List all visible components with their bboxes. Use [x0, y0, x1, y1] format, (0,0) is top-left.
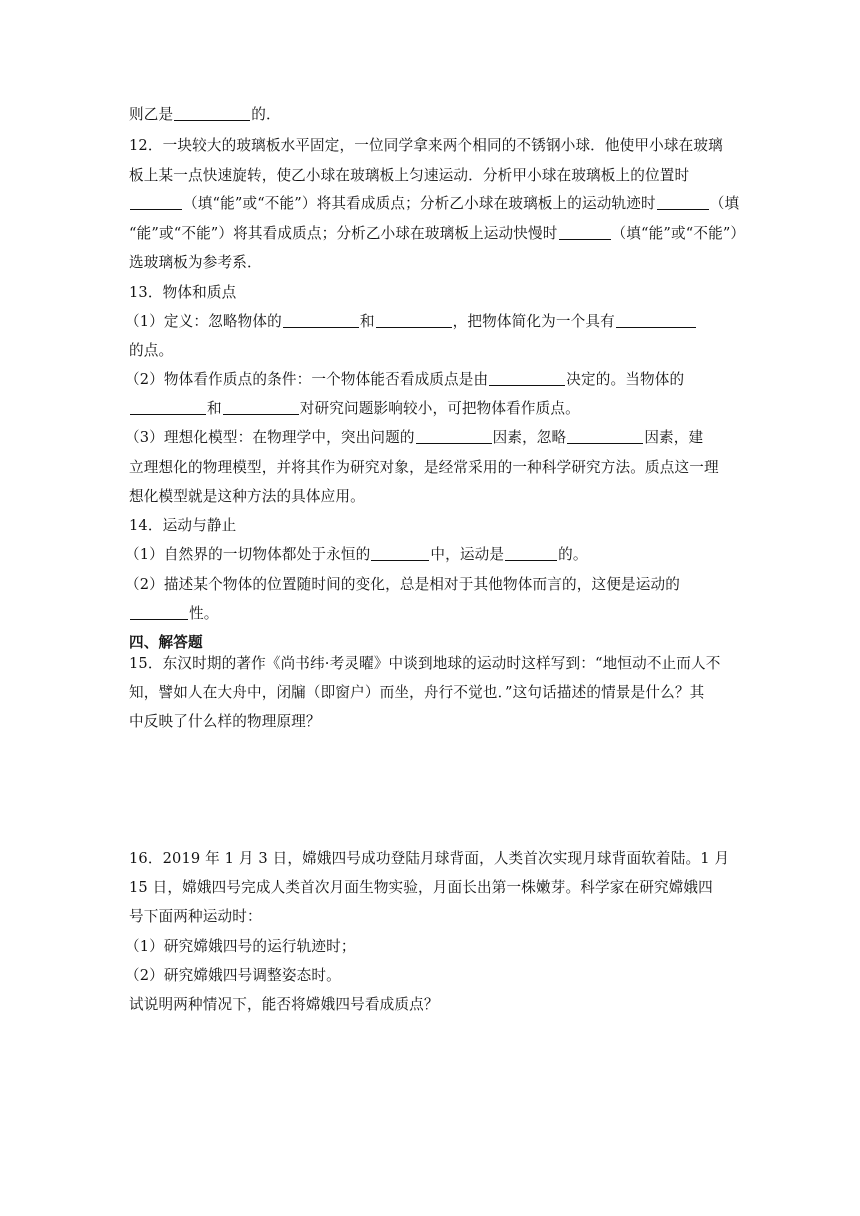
- answer-blank[interactable]: [130, 195, 182, 210]
- q15-line-1: 15．东汉时期的著作《尚书纬·考灵曜》中谈到地球的运动时这样写到：“地恒动不止而人不: [129, 655, 721, 672]
- q15-line-2: 知，譬如人在大舟中，闭牖（即窗户）而坐，舟行不觉也．”这句话描述的情景是什么？其: [129, 684, 705, 701]
- answer-blank[interactable]: [505, 546, 557, 561]
- q16-line-2: 15 日，嫦娥四号完成人类首次月面生物实验，月面长出第一株嫩芽。科学家在研究嫦娥四: [129, 879, 713, 896]
- q13-part-3-cont-2: 想化模型就是这种方法的具体应用。: [129, 488, 365, 505]
- answer-blank[interactable]: [376, 313, 452, 328]
- q12-line-5: 选玻璃板为参考系．: [129, 254, 262, 271]
- q12-line-1: 12．一块较大的玻璃板水平固定，一位同学拿来两个相同的不锈钢小球．他使甲小球在玻璃: [129, 137, 723, 154]
- q16-part-2: （2）研究嫦娥四号调整姿态时。: [125, 967, 341, 984]
- answer-blank[interactable]: [567, 429, 643, 444]
- q14-part-2-cont: 性。: [129, 604, 219, 624]
- q13-part-3: （3）理想化模型：在物理学中，突出问题的 因素，忽略 因素，建: [125, 429, 704, 446]
- q16-part-1: （1）研究嫦娥四号的运行轨迹时；: [125, 938, 356, 955]
- answer-blank[interactable]: [616, 313, 696, 328]
- q12-line-2: 板上某一点快速旋转，使乙小球在玻璃板上匀速运动．分析甲小球在玻璃板上的位置时: [129, 167, 690, 184]
- answer-blank[interactable]: [174, 106, 250, 121]
- q13-part-2: （2）物体看作质点的条件：一个物体能否看成质点是由 决定的。当物体的: [125, 371, 685, 388]
- q16-line-1: 16．2019 年 1 月 3 日，嫦娥四号成功登陆月球背面，人类首次实现月球背面软着陆。1 月: [129, 850, 730, 867]
- answer-blank[interactable]: [657, 195, 709, 210]
- q13-part-2-cont: 和 对研究问题影响较小，可把物体看作质点。: [129, 399, 580, 419]
- q15-line-3: 中反映了什么样的物理原理？: [129, 713, 321, 730]
- q13-part-3-cont-1: 立理想化的物理模型，并将其作为研究对象，是经常采用的一种科学研究方法。质点这一理: [129, 459, 719, 476]
- q12-line-4: “能”或“不能”）将其看成质点；分析乙小球在玻璃板上运动快慢时 （填“能”或“不能”）: [129, 225, 746, 242]
- q12-line-3: （填“能”或“不能”）将其看成质点；分析乙小球在玻璃板上的运动轨迹时 （填: [129, 194, 739, 214]
- q14-part-1: （1）自然界的一切物体都处于永恒的 中，运动是 的。: [125, 546, 588, 563]
- q13-part-1-cont: 的点。: [129, 342, 174, 359]
- answer-blank[interactable]: [371, 546, 429, 561]
- q11-answer-line: 则乙是 的．: [129, 106, 281, 123]
- q14-part-2: （2）描述某个物体的位置随时间的变化，总是相对于其他物体而言的，这便是运动的: [125, 576, 680, 593]
- answer-blank[interactable]: [283, 313, 359, 328]
- answer-blank[interactable]: [489, 371, 565, 386]
- answer-blank[interactable]: [559, 225, 611, 240]
- answer-blank[interactable]: [130, 605, 188, 620]
- q13-part-1: （1）定义：忽略物体的 和 ，把物体简化为一个具有: [125, 312, 697, 332]
- answer-blank[interactable]: [223, 400, 299, 415]
- answer-blank[interactable]: [416, 429, 492, 444]
- q16-line-4: 试说明两种情况下，能否将嫦娥四号看成质点？: [129, 996, 439, 1013]
- q16-line-3: 号下面两种运动时：: [129, 908, 262, 925]
- answer-blank[interactable]: [130, 400, 206, 415]
- q13-title: 13．物体和质点: [129, 284, 237, 301]
- section-heading: 四、解答题: [129, 634, 203, 651]
- q14-title: 14．运动与静止: [129, 517, 237, 534]
